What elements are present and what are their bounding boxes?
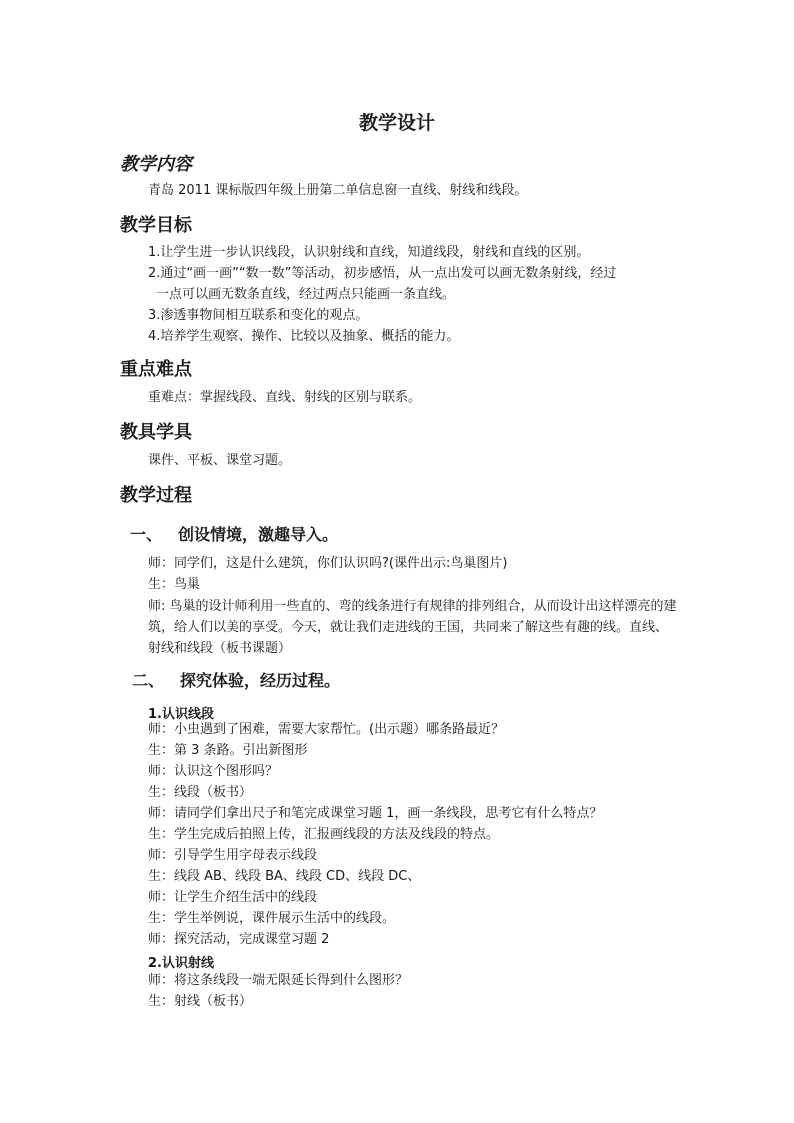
part-1-number: 一、 — [130, 525, 163, 544]
dialogue-line: 师：引导学生用字母表示线段 — [148, 848, 318, 863]
document-title: 教学设计 — [358, 112, 435, 134]
dialogue-line: 师：探究活动，完成课堂习题 2 — [148, 932, 330, 947]
goal-item-2: 2.通过“画一画”“数一数”等活动，初步感悟，从一点出发可以画无数条射线，经过 — [148, 266, 617, 281]
teaching-tools-text: 课件、平板、课堂习题。 — [148, 453, 292, 468]
teaching-content-text: 青岛 2011 课标版四年级上册第二单信息窗一直线、射线和线段。 — [148, 183, 528, 198]
dialogue-line: 生：线段 AB、线段 BA、线段 CD、线段 DC、 — [148, 869, 421, 884]
part-1-title: 创设情境，激趣导入。 — [178, 525, 339, 544]
key-points-text: 重难点：掌握线段、直线、射线的区别与联系。 — [148, 390, 422, 405]
heading-key-points: 重点难点 — [120, 359, 192, 380]
dialogue-line: 师：认识这个图形吗？ — [148, 764, 279, 779]
dialogue-line: 生：射线（板书） — [148, 994, 253, 1009]
dialogue-line: 师：让学生介绍生活中的线段 — [148, 890, 318, 905]
goal-item-3: 3.渗透事物间相互联系和变化的观点。 — [148, 308, 369, 323]
part-2-title: 探究体验，经历过程。 — [180, 671, 341, 690]
part-2-number: 二、 — [132, 671, 165, 690]
dialogue-line: 生：学生举例说，课件展示生活中的线段。 — [148, 911, 396, 926]
dialogue-line: 生：线段（板书） — [148, 785, 253, 800]
subsection-ray: 2.认识射线 — [148, 956, 214, 971]
dialogue-line: 师：将这条线段一端无限延长得到什么图形？ — [148, 973, 409, 988]
heading-teaching-content: 教学内容 — [120, 154, 192, 175]
dialogue-line: 生：第 3 条路。引出新图形 — [148, 743, 308, 758]
dialogue-paragraph: 师: 鸟巢的设计师利用一些直的、弯的线条进行有规律的排列组合，从而设计出这样漂亮的建筑，给人们以美的享受。今天，就让我们走进线的王国，共同来了解这些有趣的线。直线、射线和线段（板书课题） — [148, 599, 677, 656]
dialogue-line: 生：学生完成后拍照上传，汇报画线段的方法及线段的特点。 — [148, 827, 500, 842]
dialogue-line: 生：鸟巢 — [148, 577, 201, 592]
heading-teaching-goals: 教学目标 — [120, 215, 192, 236]
heading-teaching-tools: 教具学具 — [120, 422, 192, 443]
goal-item-2-continued: 一点可以画无数条直线，经过两点只能画一条直线。 — [156, 287, 456, 302]
dialogue-line: 师：请同学们拿出尺子和笔完成课堂习题 1，画一条线段，思考它有什么特点？ — [148, 806, 603, 821]
dialogue-line: 师：小虫遇到了困难，需要大家帮忙。(出示题）哪条路最近？ — [148, 722, 505, 737]
process-part-2-heading — [132, 668, 340, 691]
heading-teaching-process: 教学过程 — [120, 485, 192, 506]
process-part-1-heading — [130, 522, 338, 545]
subsection-line-segment: 1.认识线段 — [148, 707, 214, 722]
goal-item-4: 4.培养学生观察、操作、比较以及抽象、概括的能力。 — [148, 329, 460, 344]
goal-item-1: 1.让学生进一步认识线段，认识射线和直线，知道线段，射线和直线的区别。 — [148, 245, 590, 260]
dialogue-line: 师：同学们，这是什么建筑，你们认识吗?(课件出示:鸟巢图片) — [148, 556, 508, 571]
